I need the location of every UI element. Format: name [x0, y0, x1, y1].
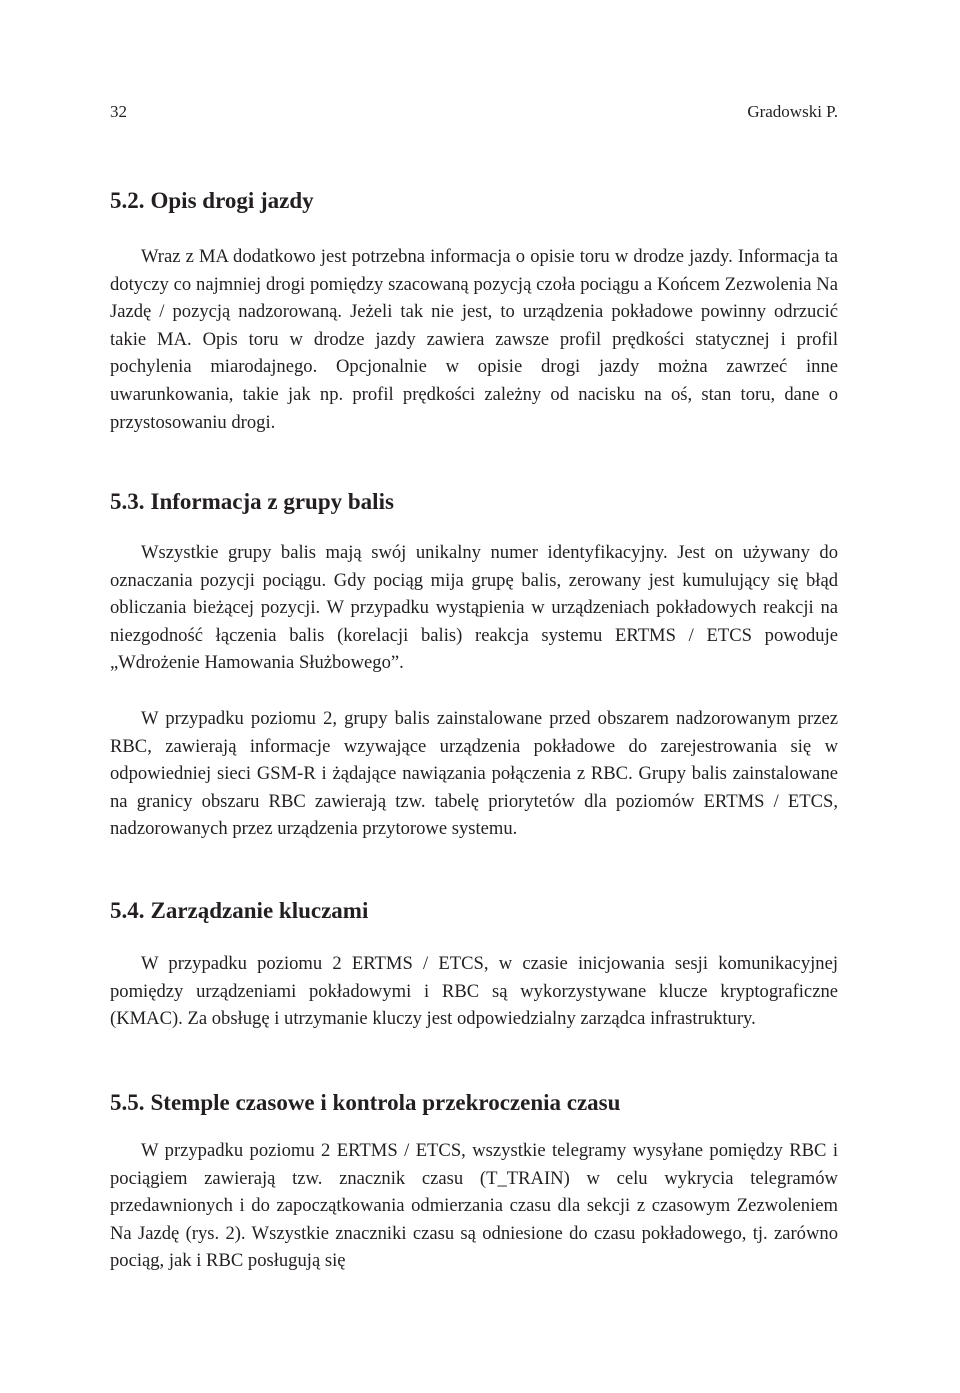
section-title: Informacja z grupy balis [150, 489, 394, 514]
document-page [110, 0, 838, 1393]
section-number: 5.5. [110, 1090, 145, 1115]
section-number: 5.4. [110, 898, 145, 923]
section-number: 5.3. [110, 489, 145, 514]
section-heading-5-4 [110, 896, 838, 926]
paragraph: Wraz z MA dodatkowo jest potrzebna informacja o opisie toru w drodze jazdy. Informacja ta dotyczy co najmniej drogi pomiędzy szacowaną pozycją czoła pociągu a Końcem Zezwolenia Na Jazdę / pozycją nadzorowaną. Jeżeli tak nie jest, to urządzenia pokładowe powinny odrzucić takie MA. Opis toru w drodze jazdy zawiera zawsze profil prędkości statycznej i profil pochylenia miarodajnego. Opcjonalnie w opisie drogi jazdy można zawrzeć inne uwarunkowania, takie jak np. profil prędkości zależny od nacisku na oś, stan toru, dane o przystosowaniu drogi. [110, 246, 838, 433]
paragraph: W przypadku poziomu 2, grupy balis zainstalowane przed obszarem nadzorowanym przez RBC, zawierają informacje wzywające urządzenia pokładowe do zarejestrowania się w odpowiedniej sieci GSM-R i żądające nawiązania połączenia z RBC. Grupy balis zainstalowane na granicy obszaru RBC zawierają tzw. tabelę priorytetów dla poziomów ERTMS / ETCS, nadzorowanych przez urządzenia przytorowe systemu. [110, 708, 838, 840]
paragraph: Wszystkie grupy balis mają swój unikalny numer identyfikacyjny. Jest on używany do oznaczania pozycji pociągu. Gdy pociąg mija grupę balis, zerowany jest kumulujący się błąd obliczania bieżącej pozycji. W przypadku wystąpienia w urządzeniach pokładowych reakcji na niezgodność łączenia balis (korelacji balis) reakcja systemu ERTMS / ETCS powoduje „Wdrożenie Hamowania Służbowego”. [110, 542, 838, 674]
section-title: Stemple czasowe i kontrola przekroczenia czasu [150, 1090, 621, 1115]
section-heading-5-5 [110, 1088, 838, 1118]
section-number: 5.2. [110, 188, 145, 213]
section-heading-5-2 [110, 186, 838, 216]
page-number: 32 [110, 102, 127, 121]
running-author: Gradowski P. [747, 102, 838, 121]
section-heading-5-3 [110, 487, 838, 517]
running-head [110, 100, 838, 124]
section-title: Opis drogi jazdy [150, 188, 314, 213]
section-title: Zarządzanie kluczami [150, 898, 369, 923]
paragraph: W przypadku poziomu 2 ERTMS / ETCS, w czasie inicjowania sesji komunikacyjnej pomiędzy urządzeniami pokładowymi i RBC są wykorzystywane klucze kryptograficzne (KMAC). Za obsługę i utrzymanie kluczy jest odpowiedzialny zarządca infrastruktury. [110, 953, 838, 1030]
paragraph: W przypadku poziomu 2 ERTMS / ETCS, wszystkie telegramy wysyłane pomiędzy RBC i pociągiem zawierają tzw. znacznik czasu (T_TRAIN) w celu wykrycia telegramów przedawnionych i do zapoczątkowania odmierzania czasu dla sekcji z czasowym Zezwoleniem Na Jazdę (rys. 2). Wszystkie znaczniki czasu są odniesione do czasu pokładowego, tj. zarówno pociąg, jak i RBC posługują się [110, 1140, 838, 1272]
